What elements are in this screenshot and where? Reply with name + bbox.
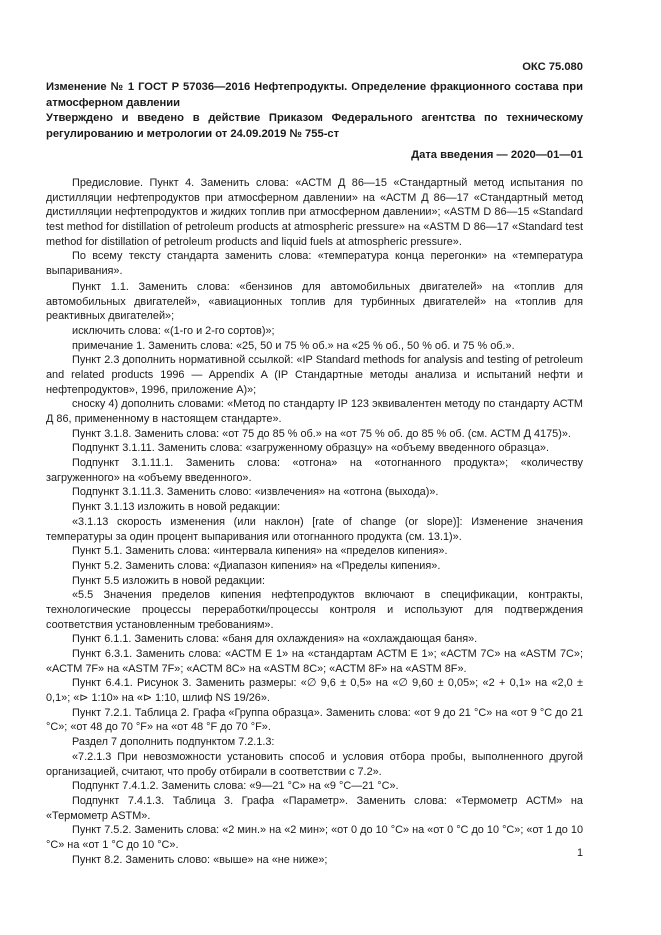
paragraph: Подпункт 7.4.1.2. Заменить слова: «9—21 °С» на «9 °С—21 °С».: [72, 780, 399, 793]
paragraph: примечание 1. Заменить слова: «25, 50 и 75 % об.» на «25 % об., 50 % об. и 75 % об.».: [72, 339, 515, 352]
paragraph: Пункт 5.5 изложить в новой редакции:: [72, 574, 265, 587]
paragraph: «7.2.1.3 При невозможности установить способ и условия отбора пробы, выполненного другой организацией, считают, что пробу отбирали в соответствии с 7.2».: [46, 750, 583, 778]
paragraph: Пункт 6.4.1. Рисунок 3. Заменить размеры: «∅ 9,6 ± 0,5» на «∅ 9,60 ± 0,05»; «2 + 0,1» на «2,0 ± 0,1»; «⊳ 1:10» на «⊳ 1:10, шлиф NS 19/26».: [46, 677, 583, 705]
paragraph: Пункт 7.5.2. Заменить слова: «2 мин.» на «2 мин»; «от 0 до 10 °С» на «от 0 °С до 10 °С»; «от 1 до 10 °С» на «от 1 °С до 10 °С».: [46, 824, 583, 851]
paragraph: Предисловие. Пункт 4. Заменить слова: «АСТМ Д 86—15 «Стандартный метод испытания по дистилляции нефтепродуктов при атмосферном давлении» на «АСТМ Д 86—17 «Стандартный метод дистилляции нефтепродуктов и жидких топлив при атмосферном давлении»; «ASTM D 86—15 «Standard test method for distillation of petroleum products at atmospheric pressure» на «ASTM D 86—17 «Standard test method for distillation of petroleum products and liquid fuels at atmospheric pressure».: [46, 177, 583, 248]
paragraph: Пункт 5.1. Заменить слова: «интервала кипения» на «пределов кипения».: [72, 545, 448, 558]
effective-date: Дата введения — 2020—01—01: [411, 149, 583, 161]
page-number: 1: [576, 847, 583, 859]
paragraph: Подпункт 3.1.11. Заменить слова: «загруженному образцу» на «объему введенного образца».: [72, 442, 550, 455]
paragraph: Пункт 2.3 дополнить нормативной ссылкой: «IP Standard methods for analysis and testing of petroleum and related products 1996 — Appendix A (IP Стандартные методы анализа и испытаний нефти и нефтепродуктов», 1996, приложение A)»;: [46, 354, 583, 396]
paragraph: Подпункт 3.1.11.3. Заменить слово: «извлечения» на «отгона (выхода)».: [72, 486, 439, 499]
paragraph: По всему тексту стандарта заменить слова: «температура конца перегонки» на «температура выпаривания».: [46, 250, 583, 278]
amendment-title: Изменение № 1 ГОСТ Р 57036—2016 Нефтепродукты. Определение фракционного состава при атмосферном давлении: [46, 81, 583, 109]
paragraph: «5.5 Значения пределов кипения нефтепродуктов включают в спецификации, контракты, технологические процессы переработки/процессы контроля и используют для подтверждения соответствия установленным требованиям».: [46, 589, 583, 631]
document-body: [46, 176, 583, 867]
paragraph: Пункт 3.1.8. Заменить слова: «от 75 до 85 % об.» на «от 75 % об. до 85 % об. (см. АСТМ Д 4175)».: [72, 427, 571, 440]
paragraph: Подпункт 3.1.11.1. Заменить слова: «отгона» на «отогнанного продукта»; «количеству загруженного» на «объему введенного».: [46, 457, 583, 484]
paragraph: Пункт 6.1.1. Заменить слова: «баня для охлаждения» на «охлаждающая баня».: [72, 633, 478, 646]
paragraph: Пункт 3.1.13 изложить в новой редакции:: [72, 501, 281, 514]
oks-code: ОКС 75.080: [522, 61, 583, 73]
paragraph: исключить слова: «(1-го и 2-го сортов)»;: [72, 324, 275, 337]
paragraph: сноску 4) дополнить словами: «Метод по стандарту IP 123 эквивалентен методу по стандарту АСТМ Д 86, примененному в настоящем стандарте».: [46, 398, 583, 425]
paragraph: «3.1.13 скорость изменения (или наклон) [rate of change (or slope)]: Изменение значения температуры за один процент выпаривания или отогнанного продукта (см. 13.1)».: [46, 515, 583, 543]
paragraph: Подпункт 7.4.1.3. Таблица 3. Графа «Параметр». Заменить слова: «Термометр АСТМ» на «Термометр ASTM».: [46, 794, 583, 822]
paragraph: Пункт 5.2. Заменить слова: «Диапазон кипения» на «Пределы кипения».: [72, 559, 441, 572]
paragraph: Пункт 6.3.1. Заменить слова: «АСТМ Е 1» на «стандартам АСТМ Е 1»; «АСТМ 7С» на «ASTM 7C»; «АСТМ 7F» на «ASTM 7F»; «АСТМ 8С» на «ASTM 8C»; «АСТМ 8F» на «ASTM 8F».: [46, 648, 583, 675]
paragraph: Пункт 8.2. Заменить слово: «выше» на «не ниже»;: [72, 853, 328, 866]
paragraph: Раздел 7 дополнить подпунктом 7.2.1.3:: [72, 736, 275, 749]
paragraph: Пункт 1.1. Заменить слова: «бензинов для автомобильных двигателей» на «топлив для автомобильных двигателей», «авиационных топлив для турбинных двигателей» на «топлив для реактивных двигателей»;: [46, 280, 583, 323]
approval-statement: Утверждено и введено в действие Приказом Федерального агентства по техническому регулированию и метрологии от 24.09.2019 № 755-ст: [46, 112, 583, 140]
paragraph: Пункт 7.2.1. Таблица 2. Графа «Группа образца». Заменить слова: «от 9 до 21 °С» на «от 9 °С до 21 °С»; «от 48 до 70 °F» на «от 48 °F до 70 °F».: [46, 706, 583, 734]
